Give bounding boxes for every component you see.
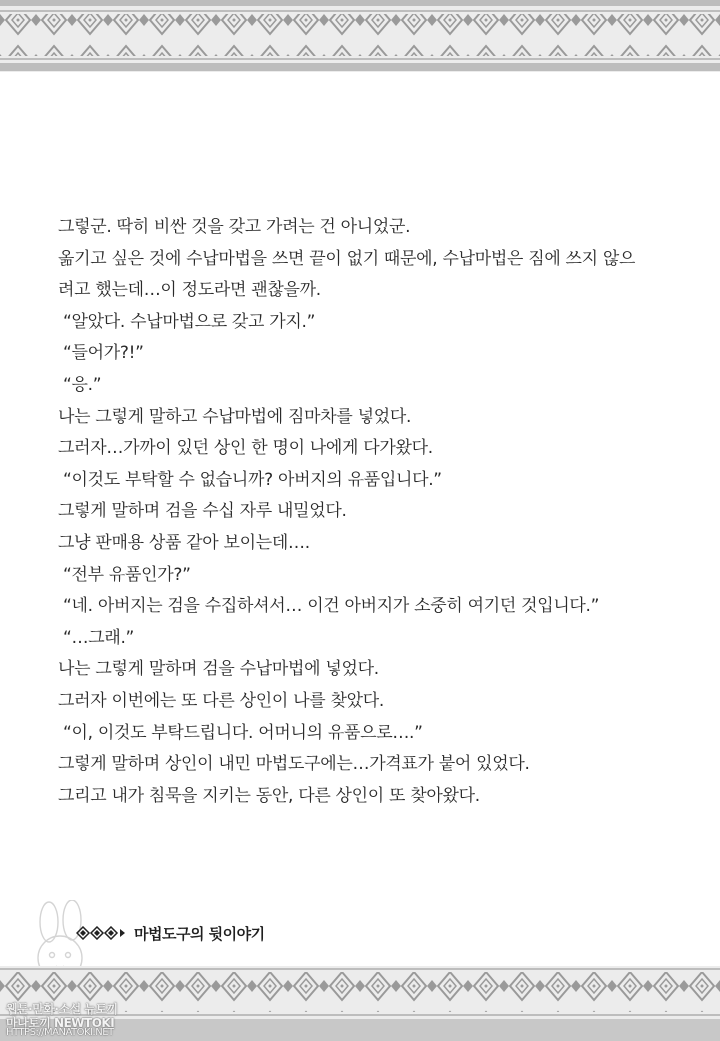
dialogue-line: “이, 이것도 부탁드립니다. 어머니의 유품으로….”	[63, 722, 423, 743]
dialogue-line: “…그래.”	[63, 627, 135, 648]
watermark-text: 웹툰·만화·소설 뉴토끼	[6, 1002, 118, 1016]
paragraph-line: 그러자 이번에는 또 다른 상인이 나를 찾았다.	[58, 690, 384, 711]
dialogue-line: “들어가?!”	[63, 343, 144, 364]
chapter-footer	[76, 922, 265, 944]
paragraph-line: 그렇게 말하며 상인이 내민 마법도구에는…가격표가 붙어 있었다.	[58, 754, 530, 775]
watermark-url: HTTPS://MANATOKI.NET	[6, 1027, 114, 1038]
dialogue-line: “이것도 부탁할 수 없습니까? 아버지의 유품입니다.”	[63, 469, 442, 490]
chapter-title: 마법도구의 뒷이야기	[134, 924, 265, 943]
paragraph-line: 그렇군. 딱히 비싼 것을 갖고 가려는 건 아니었군.	[58, 217, 411, 237]
paragraph-line: 그냥 판매용 상품 같아 보이는데….	[58, 532, 310, 553]
dialogue-line: “네. 아버지는 검을 수집하셔서… 이건 아버지가 소중히 여기던 것입니다.”	[63, 596, 600, 617]
diamond-ornament-icon	[76, 926, 126, 940]
paragraph-line: 그러자…가까이 있던 상인 한 명이 나에게 다가왔다.	[58, 438, 433, 459]
watermark-text: 마나토끼 NEWTOKI	[6, 1016, 115, 1030]
dialogue-line: “응.”	[63, 374, 102, 395]
dialogue-line: “전부 유품인가?”	[63, 564, 191, 585]
body-text	[58, 212, 698, 812]
top-border-pattern	[0, 0, 720, 72]
dialogue-line: “알았다. 수납마법으로 갖고 가지.”	[63, 311, 316, 332]
paragraph-line: 그리고 내가 침묵을 지키는 동안, 다른 상인이 또 찾아왔다.	[58, 785, 480, 806]
paragraph-line: 옮기고 싶은 것에 수납마법을 쓰면 끝이 없기 때문에, 수납마법은 짐에 쓰지 않으	[58, 248, 636, 269]
paragraph-line: 그렇게 말하며 검을 수십 자루 내밀었다.	[58, 501, 347, 522]
paragraph-line: 나는 그렇게 말하며 검을 수납마법에 넣었다.	[58, 659, 379, 680]
paragraph-line: 나는 그렇게 말하고 수납마법에 짐마차를 넣었다.	[58, 406, 412, 427]
top-decorative-border	[0, 0, 720, 72]
paragraph-line: 려고 했는데…이 정도라면 괜찮을까.	[58, 280, 321, 301]
